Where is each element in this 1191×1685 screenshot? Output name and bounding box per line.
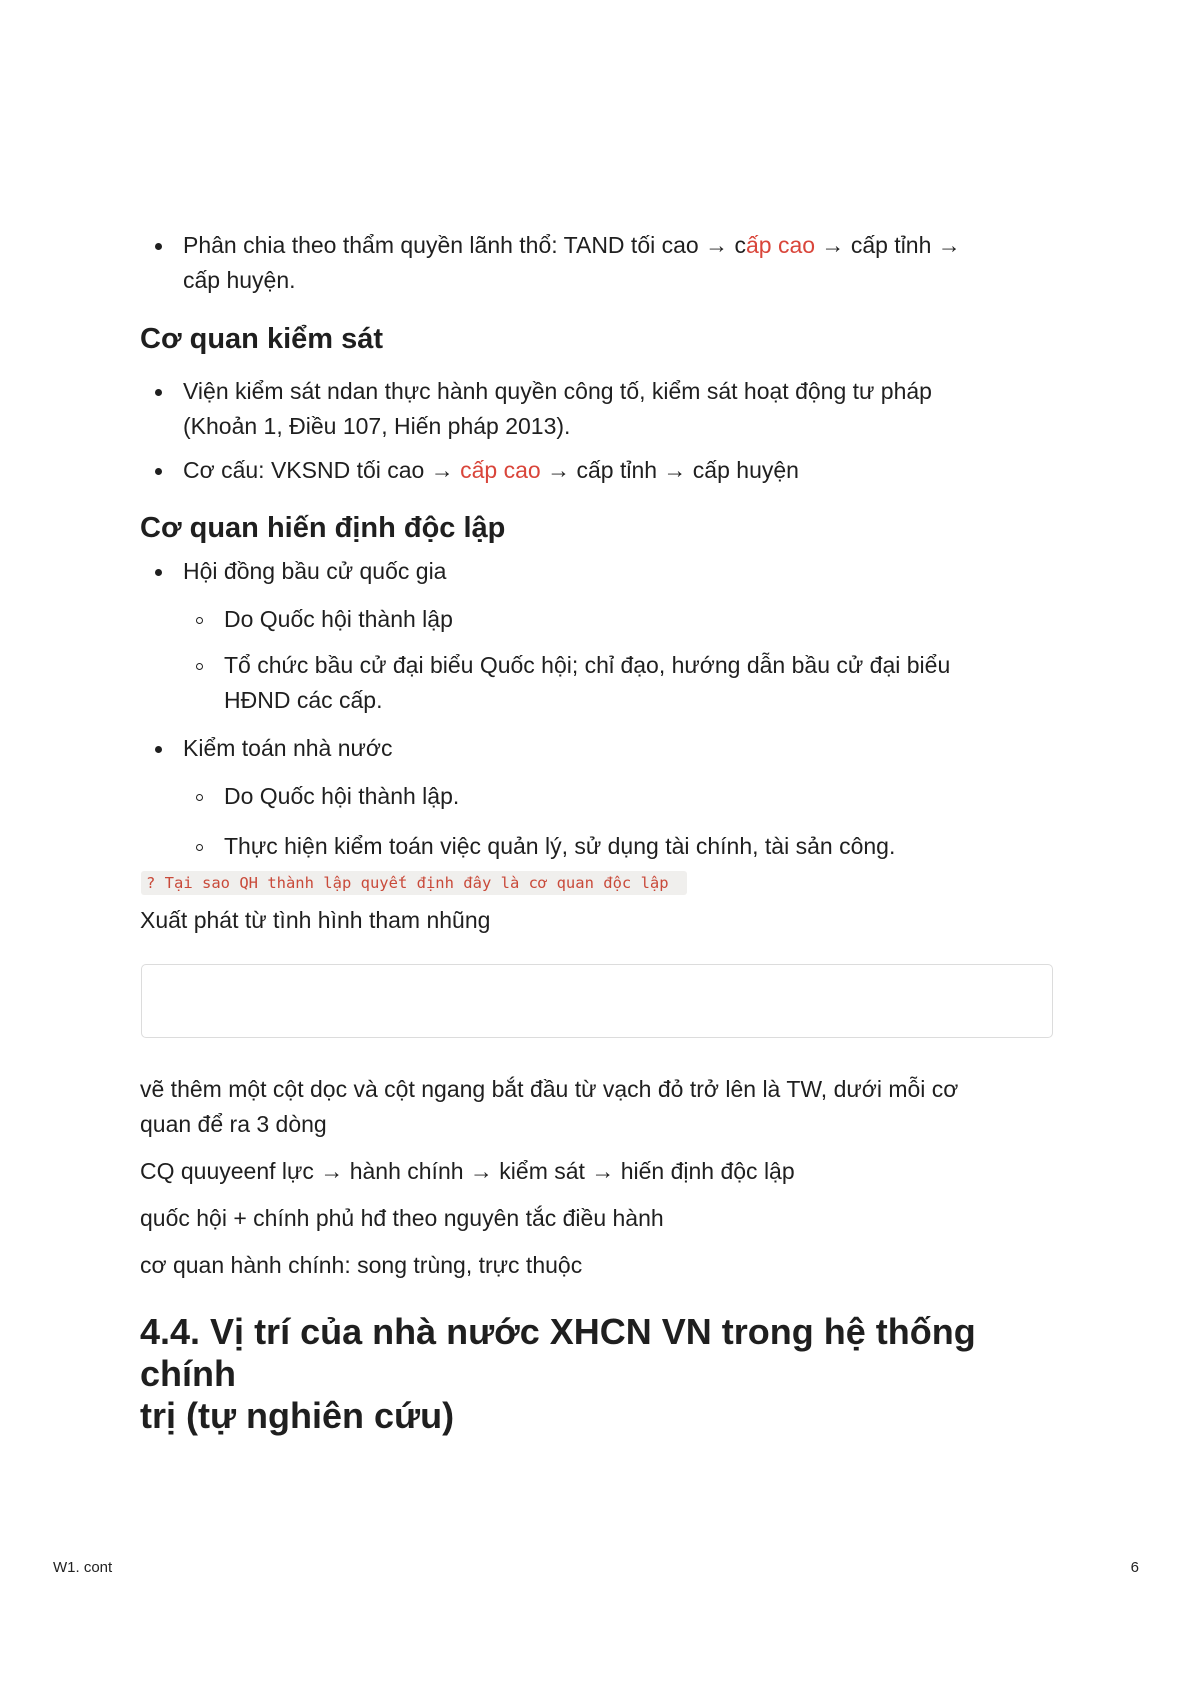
heading-4-4-line2: trị (tự nghiên cứu) bbox=[140, 1395, 455, 1436]
sublist-item: Thực hiện kiểm toán việc quản lý, sử dụng tài chính, tài sản công. bbox=[140, 829, 1055, 864]
note-paragraph: CQ quuyeenf lực → hành chính → kiểm sát → hiến định độc lập bbox=[140, 1158, 795, 1184]
page-number: 6 bbox=[1130, 1559, 1139, 1576]
sublist-item: Do Quốc hội thành lập. bbox=[140, 779, 1055, 814]
note-line1: vẽ thêm một cột dọc và cột ngang bắt đầu từ vạch đỏ trở lên là TW, dưới mỗi cơ bbox=[140, 1076, 959, 1102]
territory-text: Phân chia theo thẩm quyền lãnh thổ: TAND tối cao → c bbox=[183, 232, 746, 258]
note-paragraph bbox=[140, 1072, 1055, 1142]
footer-title: W1. cont bbox=[53, 1559, 113, 1576]
sublist-item bbox=[140, 648, 1055, 718]
territory-text-end: → cấp tỉnh → bbox=[815, 232, 961, 258]
list-item-kiem-toan: Kiểm toán nhà nước bbox=[140, 731, 1055, 766]
co-cau-text-end: → cấp tỉnh → cấp huyện bbox=[540, 457, 799, 483]
list-item-territory bbox=[140, 228, 1055, 298]
page-content bbox=[140, 228, 1055, 1437]
note-paragraph: quốc hội + chính phủ hđ theo nguyên tắc điều hành bbox=[140, 1205, 664, 1231]
answer-text: Xuất phát từ tình hình tham nhũng bbox=[140, 907, 491, 933]
highlight-cap-cao: cấp cao bbox=[460, 457, 541, 483]
heading-4-4 bbox=[140, 1311, 1055, 1437]
highlight-cap-cao: ấp cao bbox=[745, 232, 816, 258]
heading-doc-lap: Cơ quan hiến định độc lập bbox=[140, 512, 506, 544]
heading-4-4-line1: 4.4. Vị trí của nhà nước XHCN VN trong hệ thống chính bbox=[140, 1311, 976, 1394]
list-item-co-cau bbox=[140, 453, 1055, 488]
inline-code-question: ? Tại sao QH thành lập quyết định đây là cơ quan độc lập bbox=[141, 871, 687, 895]
note-line2: quan để ra 3 dòng bbox=[140, 1111, 327, 1137]
empty-block[interactable] bbox=[141, 964, 1053, 1038]
sublist-item-line1: Tổ chức bầu cử đại biểu Quốc hội; chỉ đạo, hướng dẫn bầu cử đại biểu bbox=[224, 652, 951, 678]
list-item-hoi-dong-bau-cu: Hội đồng bầu cử quốc gia bbox=[140, 554, 1055, 589]
vien-kiem-sat-line1: Viện kiểm sát ndan thực hành quyền công tố, kiểm sát hoạt động tư pháp bbox=[183, 378, 932, 404]
territory-text-line2: cấp huyện. bbox=[183, 267, 296, 293]
note-paragraph: cơ quan hành chính: song trùng, trực thuộc bbox=[140, 1252, 583, 1278]
code-line bbox=[140, 871, 1055, 895]
list-item-vien-kiem-sat bbox=[140, 374, 1055, 444]
co-cau-text: Cơ cấu: VKSND tối cao → bbox=[183, 457, 461, 483]
sublist-item: Do Quốc hội thành lập bbox=[140, 602, 1055, 637]
vien-kiem-sat-line2: (Khoản 1, Điều 107, Hiến pháp 2013). bbox=[183, 413, 571, 439]
heading-kiem-sat: Cơ quan kiểm sát bbox=[140, 323, 384, 355]
sublist-item-line2: HĐND các cấp. bbox=[224, 687, 383, 713]
